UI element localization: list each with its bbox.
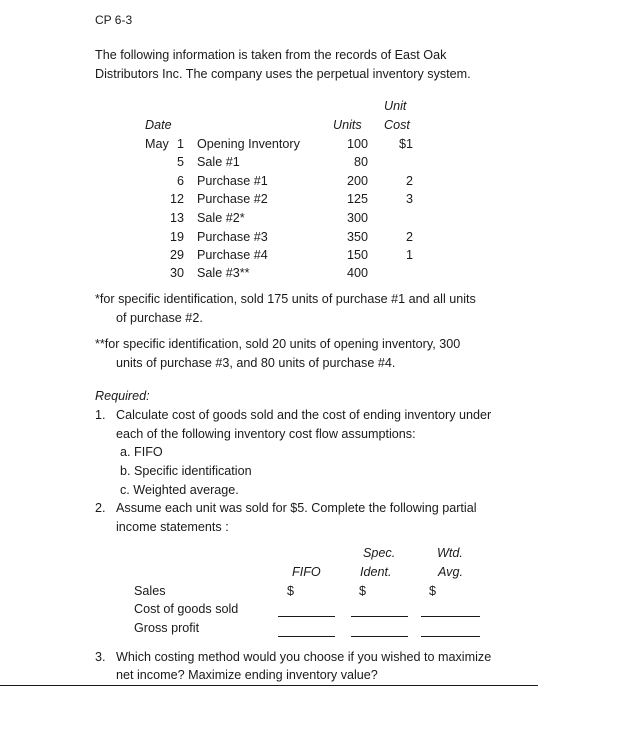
footnote-2-line-1: **for specific identification, sold 20 units of opening inventory, 300 xyxy=(95,337,461,351)
fifo-dollar-sign: $ xyxy=(287,584,295,598)
row-cost: 3 xyxy=(405,192,413,206)
required-label: Required: xyxy=(95,389,150,403)
row-day: 19 xyxy=(169,230,184,244)
spec-dollar-sign: $ xyxy=(359,584,367,598)
q1-option-a: a. FIFO xyxy=(120,445,163,459)
intro-line-1: The following information is taken from the records of East Oak xyxy=(95,48,447,62)
col-fifo: FIFO xyxy=(292,565,321,579)
col-wtd-line-1: Wtd. xyxy=(437,546,463,560)
row-units: 125 xyxy=(346,192,368,206)
row-desc: Sale #2* xyxy=(197,211,245,225)
problem-title: CP 6-3 xyxy=(95,13,133,27)
row-desc: Sale #1 xyxy=(197,155,240,169)
row-day: 6 xyxy=(176,174,184,188)
spec-cogs-underline xyxy=(351,616,408,617)
q2-line-1: Assume each unit was sold for $5. Complete the following partial xyxy=(116,501,477,515)
intro-paragraph xyxy=(95,46,471,84)
footnote-2-line-2: units of purchase #3, and 80 units of purchase #4. xyxy=(116,356,396,370)
row-units: 150 xyxy=(346,248,368,262)
row-desc: Sale #3** xyxy=(197,266,250,280)
q1-line-1: Calculate cost of goods sold and the cost of ending inventory under xyxy=(116,408,492,422)
row-units: 100 xyxy=(346,137,368,151)
wtd-gp-underline xyxy=(421,636,480,637)
bottom-divider xyxy=(0,685,538,686)
footnote-1-line-2: of purchase #2. xyxy=(116,311,203,325)
header-cost: Cost xyxy=(384,118,410,132)
header-date: Date xyxy=(145,118,172,132)
q1-option-b: b. Specific identification xyxy=(120,464,252,478)
q3-line-2: net income? Maximize ending inventory value? xyxy=(116,668,378,682)
q2-number: 2. xyxy=(95,501,106,515)
row-cost: 2 xyxy=(405,174,413,188)
row-desc: Purchase #2 xyxy=(197,192,268,206)
row-units: 400 xyxy=(346,266,368,280)
row-day: 30 xyxy=(169,266,184,280)
row-gross-profit-label: Gross profit xyxy=(134,621,200,635)
row-month: May xyxy=(145,137,169,151)
row-desc: Opening Inventory xyxy=(197,137,300,151)
row-day: 5 xyxy=(176,155,184,169)
col-wtd-line-2: Avg. xyxy=(438,565,463,579)
row-day: 13 xyxy=(169,211,184,225)
row-desc: Purchase #3 xyxy=(197,230,268,244)
row-units: 350 xyxy=(346,230,368,244)
q1-option-c: c. Weighted average. xyxy=(120,483,239,497)
row-desc: Purchase #4 xyxy=(197,248,268,262)
q3-line-1: Which costing method would you choose if you wished to maximize xyxy=(116,650,492,664)
row-day: 1 xyxy=(176,137,184,151)
row-sales-label: Sales xyxy=(134,584,166,598)
row-units: 80 xyxy=(353,155,368,169)
spec-gp-underline xyxy=(351,636,408,637)
q2-line-2: income statements : xyxy=(116,520,229,534)
col-spec-line-2: Ident. xyxy=(360,565,392,579)
q3-number: 3. xyxy=(95,650,106,664)
row-units: 200 xyxy=(346,174,368,188)
q1-line-2: each of the following inventory cost flow assumptions: xyxy=(116,427,416,441)
row-desc: Purchase #1 xyxy=(197,174,268,188)
row-cost: $1 xyxy=(398,137,413,151)
fifo-cogs-underline xyxy=(278,616,335,617)
row-cost: 1 xyxy=(405,248,413,262)
intro-line-2: Distributors Inc. The company uses the perpetual inventory system. xyxy=(95,67,471,81)
wtd-dollar-sign: $ xyxy=(429,584,437,598)
row-day: 12 xyxy=(169,192,184,206)
row-day: 29 xyxy=(169,248,184,262)
wtd-cogs-underline xyxy=(421,616,480,617)
row-cost: 2 xyxy=(405,230,413,244)
row-units: 300 xyxy=(346,211,368,225)
header-unit: Unit xyxy=(384,99,407,113)
footnote-1-line-1: *for specific identification, sold 175 units of purchase #1 and all units xyxy=(95,292,476,306)
q1-number: 1. xyxy=(95,408,106,422)
col-spec-line-1: Spec. xyxy=(363,546,396,560)
row-cogs-label: Cost of goods sold xyxy=(134,602,239,616)
header-units: Units xyxy=(333,118,362,132)
fifo-gp-underline xyxy=(278,636,335,637)
